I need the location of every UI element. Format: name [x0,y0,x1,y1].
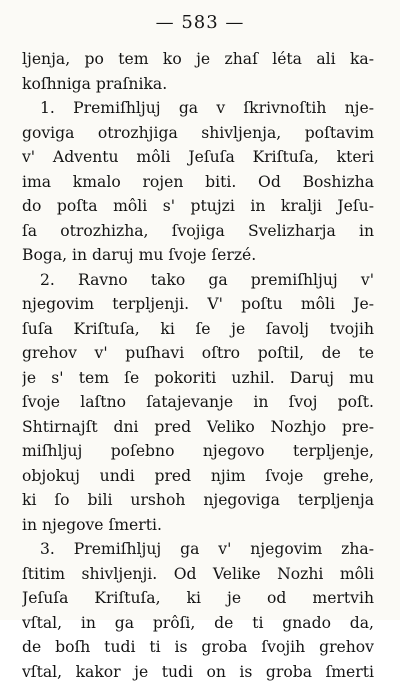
text-line: vſtal, kakor je tudi on is groba ſmerti [22,660,374,684]
text-line: ljenja, po tem ko je zhaſ léta ali ka- [22,47,374,72]
text-line: vſtal, in ga prôſi, de ti gnado da, [22,611,374,636]
text-line: ſtitim shivljenji. Od Velike Nozhi môli [22,562,374,587]
text-line: objokuj undi pred njim ſvoje grehe, [22,464,374,489]
text-line: Shtirnajſt dni pred Veliko Nozhjo pre- [22,415,374,440]
page-number: — 583 — [0,12,400,33]
text-line: 2. Ravno tako ga premiſhljuj v' [22,268,374,293]
text-line: ſuſa Kriſtuſa, ki ſe je ſavolj tvojih [22,317,374,342]
body-text [22,47,374,684]
text-line: v' Adventu môli Jeſuſa Kriſtuſa, kteri [22,145,374,170]
text-line: 3. Premiſhljuj ga v' njegovim zha- [22,537,374,562]
text-line: ſvoje laſtno ſatajevanje in ſvoj poſt. [22,390,374,415]
text-line: 1. Premiſhljuj ga v ſkrivnoſtih nje- [22,96,374,121]
text-line: ſa otrozhizha, ſvojiga Svelizharja in [22,219,374,244]
text-line: ima kmalo rojen biti. Od Boshizha [22,170,374,195]
text-line: njegovim terpljenji. V' poſtu môli Je- [22,292,374,317]
text-line: ki ſo bili urshoh njegoviga terpljenja [22,488,374,513]
text-line: Boga, in daruj mu ſvoje ſerzé. [22,243,374,268]
text-line: miſhljuj poſebno njegovo terpljenje, [22,439,374,464]
text-line: do poſta môli s' ptujzi in kralji Jeſu- [22,194,374,219]
text-line: grehov v' puſhavi oſtro poſtil, de te [22,341,374,366]
text-line: in njegove ſmerti. [22,513,374,538]
text-line: goviga otrozhjiga shivljenja, poſtavim [22,121,374,146]
text-line: je s' tem ſe pokoriti uzhil. Daruj mu [22,366,374,391]
text-line: Jeſuſa Kriſtuſa, ki je od mertvih [22,586,374,611]
text-line: de boſh tudi ti is groba ſvojih grehov [22,635,374,660]
text-line: koſhniga praſnika. [22,72,374,97]
